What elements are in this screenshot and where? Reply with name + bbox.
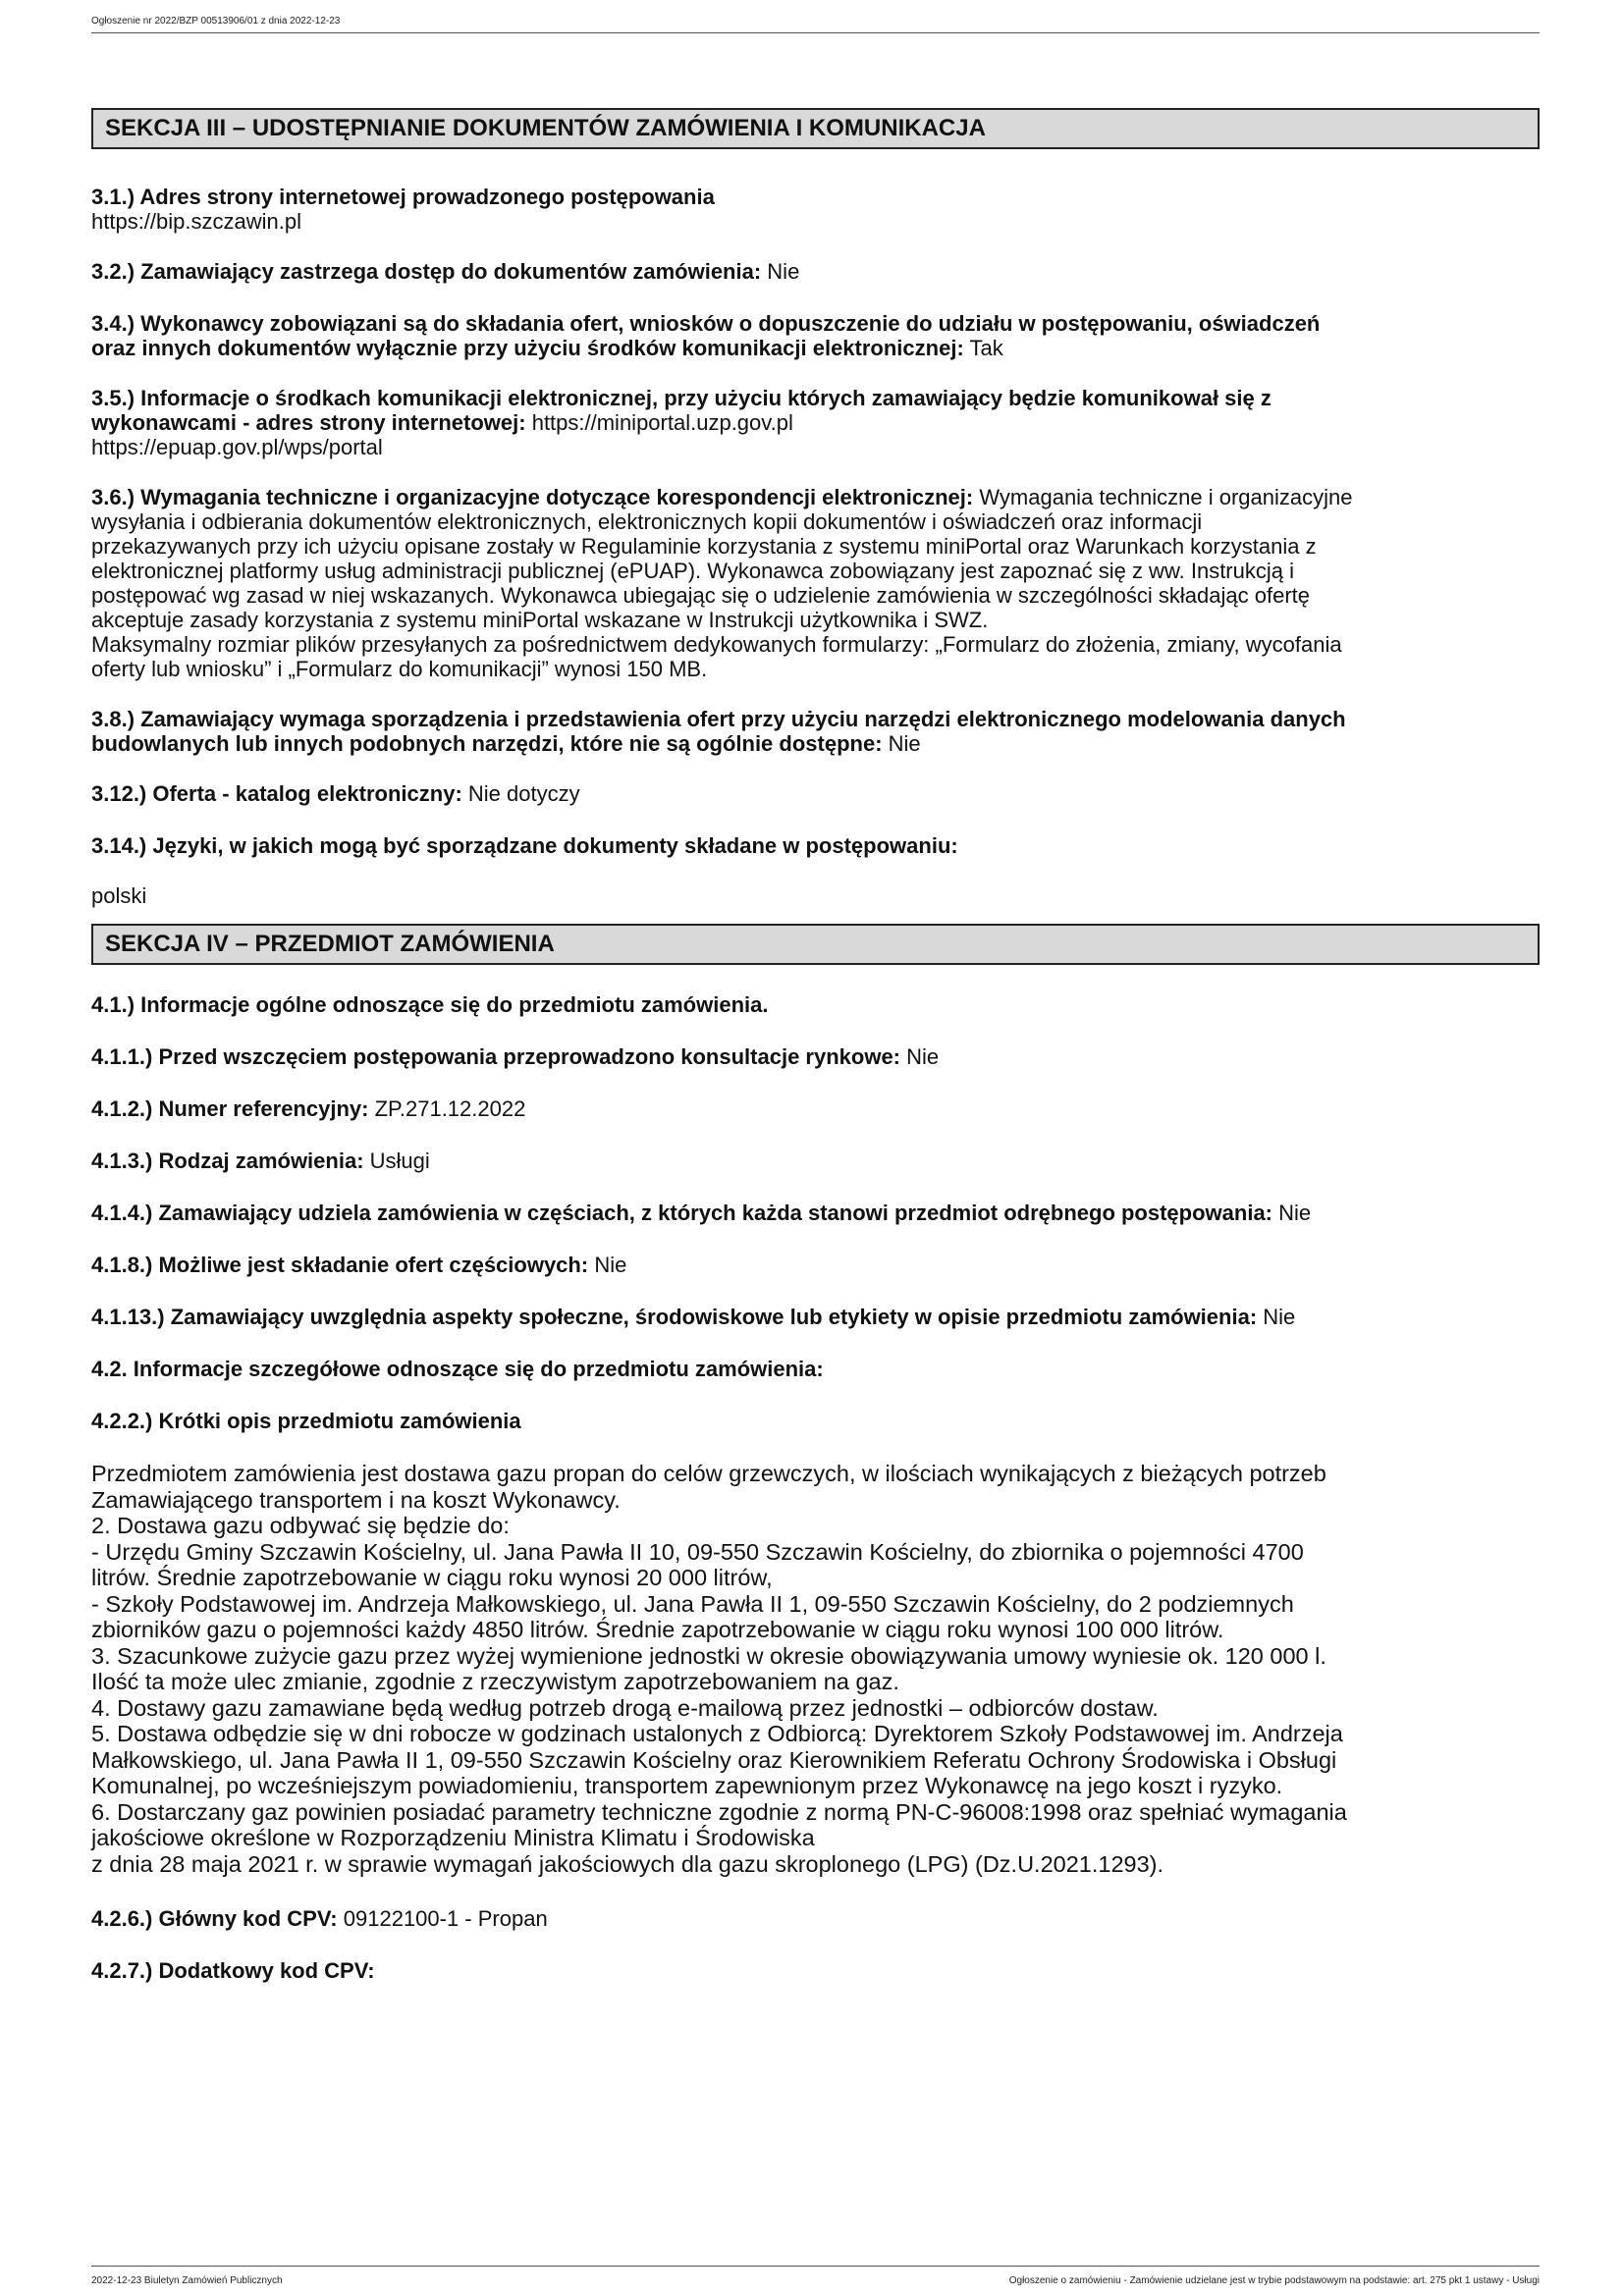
item-4-1-13-value: Nie bbox=[1263, 1305, 1296, 1329]
item-3-6-line: postępować wg zasad w niej wskazanych. Wykonawca ubiegając się o udzielenie zamówienia w szczególności składając ofertę bbox=[91, 583, 1311, 608]
description-line: Przedmiotem zamówienia jest dostawa gazu propan do celów grzewczych, w ilościach wynikających z bieżących potrzeb bbox=[91, 1461, 1326, 1486]
section-3-title: SEKCJA III – UDOSTĘPNIANIE DOKUMENTÓW ZAMÓWIENIA I KOMUNIKACJA bbox=[91, 108, 1540, 149]
item-3-4-line2 bbox=[91, 336, 1540, 360]
section-4-title: SEKCJA IV – PRZEDMIOT ZAMÓWIENIA bbox=[91, 924, 1540, 965]
item-3-4 bbox=[91, 311, 1540, 336]
item-3-1-value: https://bip.szczawin.pl bbox=[91, 209, 301, 234]
description-line: z dnia 28 maja 2021 r. w sprawie wymagań jakościowych dla gazu skroplonego (LPG) (Dz.U.2021.1293). bbox=[91, 1850, 1164, 1877]
item-3-1 bbox=[91, 185, 1540, 209]
item-3-8-label-line2: budowlanych lub innych podobnych narzędzi, które nie są ogólnie dostępne: bbox=[91, 731, 883, 756]
footer-divider bbox=[91, 2266, 1540, 2267]
item-3-12 bbox=[91, 781, 1540, 806]
item-3-6-label: 3.6.) Wymagania techniczne i organizacyjne dotyczące korespondencji elektronicznej: bbox=[91, 485, 974, 509]
item-4-1-4 bbox=[91, 1201, 1540, 1225]
item-4-2-label: 4.2. Informacje szczegółowe odnoszące się do przedmiotu zamówienia: bbox=[91, 1357, 824, 1381]
item-3-5 bbox=[91, 386, 1540, 410]
footer-right: Ogłoszenie o zamówieniu - Zamówienie udzielane jest w trybie podstawowym na podstawie: art. 275 pkt 1 ustawy - Usługi bbox=[1008, 2275, 1540, 2286]
item-4-1-2 bbox=[91, 1096, 1540, 1121]
item-4-1 bbox=[91, 992, 1540, 1017]
item-4-2-6-label: 4.2.6.) Główny kod CPV: bbox=[91, 1906, 338, 1931]
description-line: jakościowe określone w Rozporządzeniu Ministra Klimatu i Środowiska bbox=[91, 1825, 815, 1850]
item-4-2 bbox=[91, 1357, 1540, 1381]
document-body bbox=[91, 108, 1540, 1983]
description-line: zbiorników gazu o pojemności każdy 4850 litrów. Średnie zapotrzebowanie w ciągu roku wynosi 100 000 litrów. bbox=[91, 1617, 1224, 1642]
item-3-12-value: Nie dotyczy bbox=[467, 781, 580, 806]
description-line: 6. Dostarczany gaz powinien posiadać parametry techniczne zgodnie z normą PN-C-96008:1998 oraz spełniać wymagania bbox=[91, 1798, 1347, 1825]
item-3-2-value: Nie bbox=[767, 259, 800, 284]
item-3-6-line: akceptuje zasady korzystania z systemu miniPortal wskazane w Instrukcji użytkownika i SWZ. bbox=[91, 608, 989, 632]
item-3-6-line: oferty lub wniosku” i „Formularz do komunikacji” wynosi 150 MB. bbox=[91, 657, 708, 681]
item-4-1-8-value: Nie bbox=[594, 1253, 627, 1277]
item-3-5-label-line1: 3.5.) Informacje o środkach komunikacji elektronicznej, przy użyciu których zamawiający będzie komunikował się z bbox=[91, 386, 1271, 410]
item-3-4-value: Tak bbox=[969, 336, 1003, 360]
item-4-1-2-label: 4.1.2.) Numer referencyjny: bbox=[91, 1096, 369, 1121]
item-3-8-line2 bbox=[91, 731, 1540, 756]
item-3-6-line: Maksymalny rozmiar plików przesyłanych za pośrednictwem dedykowanych formularzy: „Formularz do złożenia, zmiany, wycofania bbox=[91, 632, 1342, 657]
item-3-2-label: 3.2.) Zamawiający zastrzega dostęp do dokumentów zamówienia: bbox=[91, 259, 762, 284]
item-4-1-label: 4.1.) Informacje ogólne odnoszące się do przedmiotu zamówienia. bbox=[91, 992, 769, 1017]
item-3-5-line2 bbox=[91, 410, 1540, 435]
description-line: 2. Dostawa gazu odbywać się będzie do: bbox=[91, 1513, 510, 1538]
item-3-8-label-line1: 3.8.) Zamawiający wymaga sporządzenia i przedstawienia ofert przy użyciu narzędzi elektronicznego modelowania danych bbox=[91, 707, 1346, 731]
description-line: - Szkoły Podstawowej im. Andrzeja Małkowskiego, ul. Jana Pawła II 1, 09-550 Szczawin Kościelny, do 2 podziemnych bbox=[91, 1590, 1294, 1617]
item-4-1-2-value: ZP.271.12.2022 bbox=[374, 1096, 526, 1121]
item-4-2-6 bbox=[91, 1906, 1540, 1931]
item-3-6-line: przekazywanych przy ich użyciu opisane zostały w Regulaminie korzystania z systemu miniPortal oraz Warunkach korzystania z bbox=[91, 534, 1317, 559]
item-3-12-label: 3.12.) Oferta - katalog elektroniczny: bbox=[91, 781, 462, 806]
item-4-1-1-value: Nie bbox=[906, 1044, 940, 1069]
item-4-1-3-label: 4.1.3.) Rodzaj zamówienia: bbox=[91, 1148, 364, 1173]
item-4-2-2 bbox=[91, 1409, 1540, 1433]
item-4-1-1 bbox=[91, 1044, 1540, 1069]
item-4-1-8-label: 4.1.8.) Możliwe jest składanie ofert częściowych: bbox=[91, 1253, 589, 1277]
description-line: 4. Dostawy gazu zamawiane będą według potrzeb drogą e-mailową przez jednostki – odbiorców dostaw. bbox=[91, 1694, 1159, 1721]
description-line: litrów. Średnie zapotrzebowanie w ciągu roku wynosi 20 000 litrów, bbox=[91, 1565, 773, 1590]
item-4-1-4-label: 4.1.4.) Zamawiający udziela zamówienia w częściach, z których każda stanowi przedmiot odrębnego postępowania: bbox=[91, 1201, 1273, 1225]
item-4-2-2-label: 4.2.2.) Krótki opis przedmiotu zamówienia bbox=[91, 1409, 521, 1433]
description-line: - Urzędu Gminy Szczawin Kościelny, ul. Jana Pawła II 10, 09-550 Szczawin Kościelny, do zbiornika o pojemności 4700 bbox=[91, 1538, 1304, 1565]
item-3-5-value-1: https://miniportal.uzp.gov.pl bbox=[531, 410, 793, 435]
item-4-2-7-label: 4.2.7.) Dodatkowy kod CPV: bbox=[91, 1958, 375, 1983]
item-4-1-13 bbox=[91, 1305, 1540, 1329]
item-3-6 bbox=[91, 485, 1540, 509]
item-4-1-4-value: Nie bbox=[1278, 1201, 1312, 1225]
item-3-6-line: Wymagania techniczne i organizacyjne bbox=[979, 485, 1353, 509]
item-3-8 bbox=[91, 707, 1540, 731]
item-3-5-label-line2: wykonawcami - adres strony internetowej: bbox=[91, 410, 526, 435]
item-4-1-1-label: 4.1.1.) Przed wszczęciem postępowania przeprowadzono konsultacje rynkowe: bbox=[91, 1044, 901, 1069]
description-line: Zamawiającego transportem i na koszt Wykonawcy. bbox=[91, 1486, 621, 1513]
item-3-14-label: 3.14.) Języki, w jakich mogą być sporządzane dokumenty składane w postępowaniu: bbox=[91, 833, 958, 858]
item-3-5-value-2: https://epuap.gov.pl/wps/portal bbox=[91, 435, 383, 459]
item-3-6-line: wysyłania i odbierania dokumentów elektronicznych, elektronicznych kopii dokumentów i oświadczeń oraz informacji bbox=[91, 509, 1203, 534]
description-line: Małkowskiego, ul. Jana Pawła II 1, 09-550 Szczawin Kościelny oraz Kierownikiem Referatu Ochrony Środowiska i Obsługi bbox=[91, 1746, 1337, 1773]
item-3-8-value: Nie bbox=[888, 731, 921, 756]
item-4-1-8 bbox=[91, 1253, 1540, 1277]
header-divider bbox=[91, 32, 1540, 33]
item-4-2-7 bbox=[91, 1958, 1540, 1983]
item-4-1-3 bbox=[91, 1148, 1540, 1173]
item-3-14-value: polski bbox=[91, 883, 147, 908]
item-3-2 bbox=[91, 259, 1540, 284]
description-line: Ilość ta może ulec zmianie, zgodnie z rzeczywistym zapotrzebowaniem na gaz. bbox=[91, 1669, 899, 1694]
item-4-2-2-description bbox=[91, 1461, 1540, 1877]
item-3-4-label-line1: 3.4.) Wykonawcy zobowiązani są do składania ofert, wniosków o dopuszczenie do udziału w postępowaniu, oświadczeń bbox=[91, 311, 1321, 336]
description-line: 3. Szacunkowe zużycie gazu przez wyżej wymienione jednostki w okresie obowiązywania umowy wyniesie ok. 120 000 l. bbox=[91, 1642, 1326, 1669]
description-line: 5. Dostawa odbędzie się w dni robocze w godzinach ustalonych z Odbiorcą: Dyrektorem Szkoły Podstawowej im. Andrzeja bbox=[91, 1721, 1343, 1746]
item-4-1-13-label: 4.1.13.) Zamawiający uwzględnia aspekty społeczne, środowiskowe lub etykiety w opisie przedmiotu zamówienia: bbox=[91, 1305, 1258, 1329]
item-3-4-label-line2: oraz innych dokumentów wyłącznie przy użyciu środków komunikacji elektronicznej: bbox=[91, 336, 964, 360]
item-4-1-3-value: Usługi bbox=[369, 1148, 430, 1173]
footer-left: 2022-12-23 Biuletyn Zamówień Publicznych bbox=[91, 2275, 283, 2286]
item-3-6-line: elektronicznej platformy usług administracji publicznej (ePUAP). Wykonawca zobowiązany jest zapoznać się z ww. Instrukcją i bbox=[91, 559, 1294, 583]
description-line: Komunalnej, po wcześniejszym powiadomieniu, transportem zapewnionym przez Wykonawcę na jego koszt i ryzyko. bbox=[91, 1773, 1283, 1798]
item-3-14 bbox=[91, 833, 1540, 858]
page-header: Ogłoszenie nr 2022/BZP 00513906/01 z dnia 2022-12-23 bbox=[91, 16, 341, 27]
item-4-2-6-value: 09122100-1 - Propan bbox=[343, 1906, 548, 1931]
item-3-1-label: 3.1.) Adres strony internetowej prowadzonego postępowania bbox=[91, 185, 715, 209]
